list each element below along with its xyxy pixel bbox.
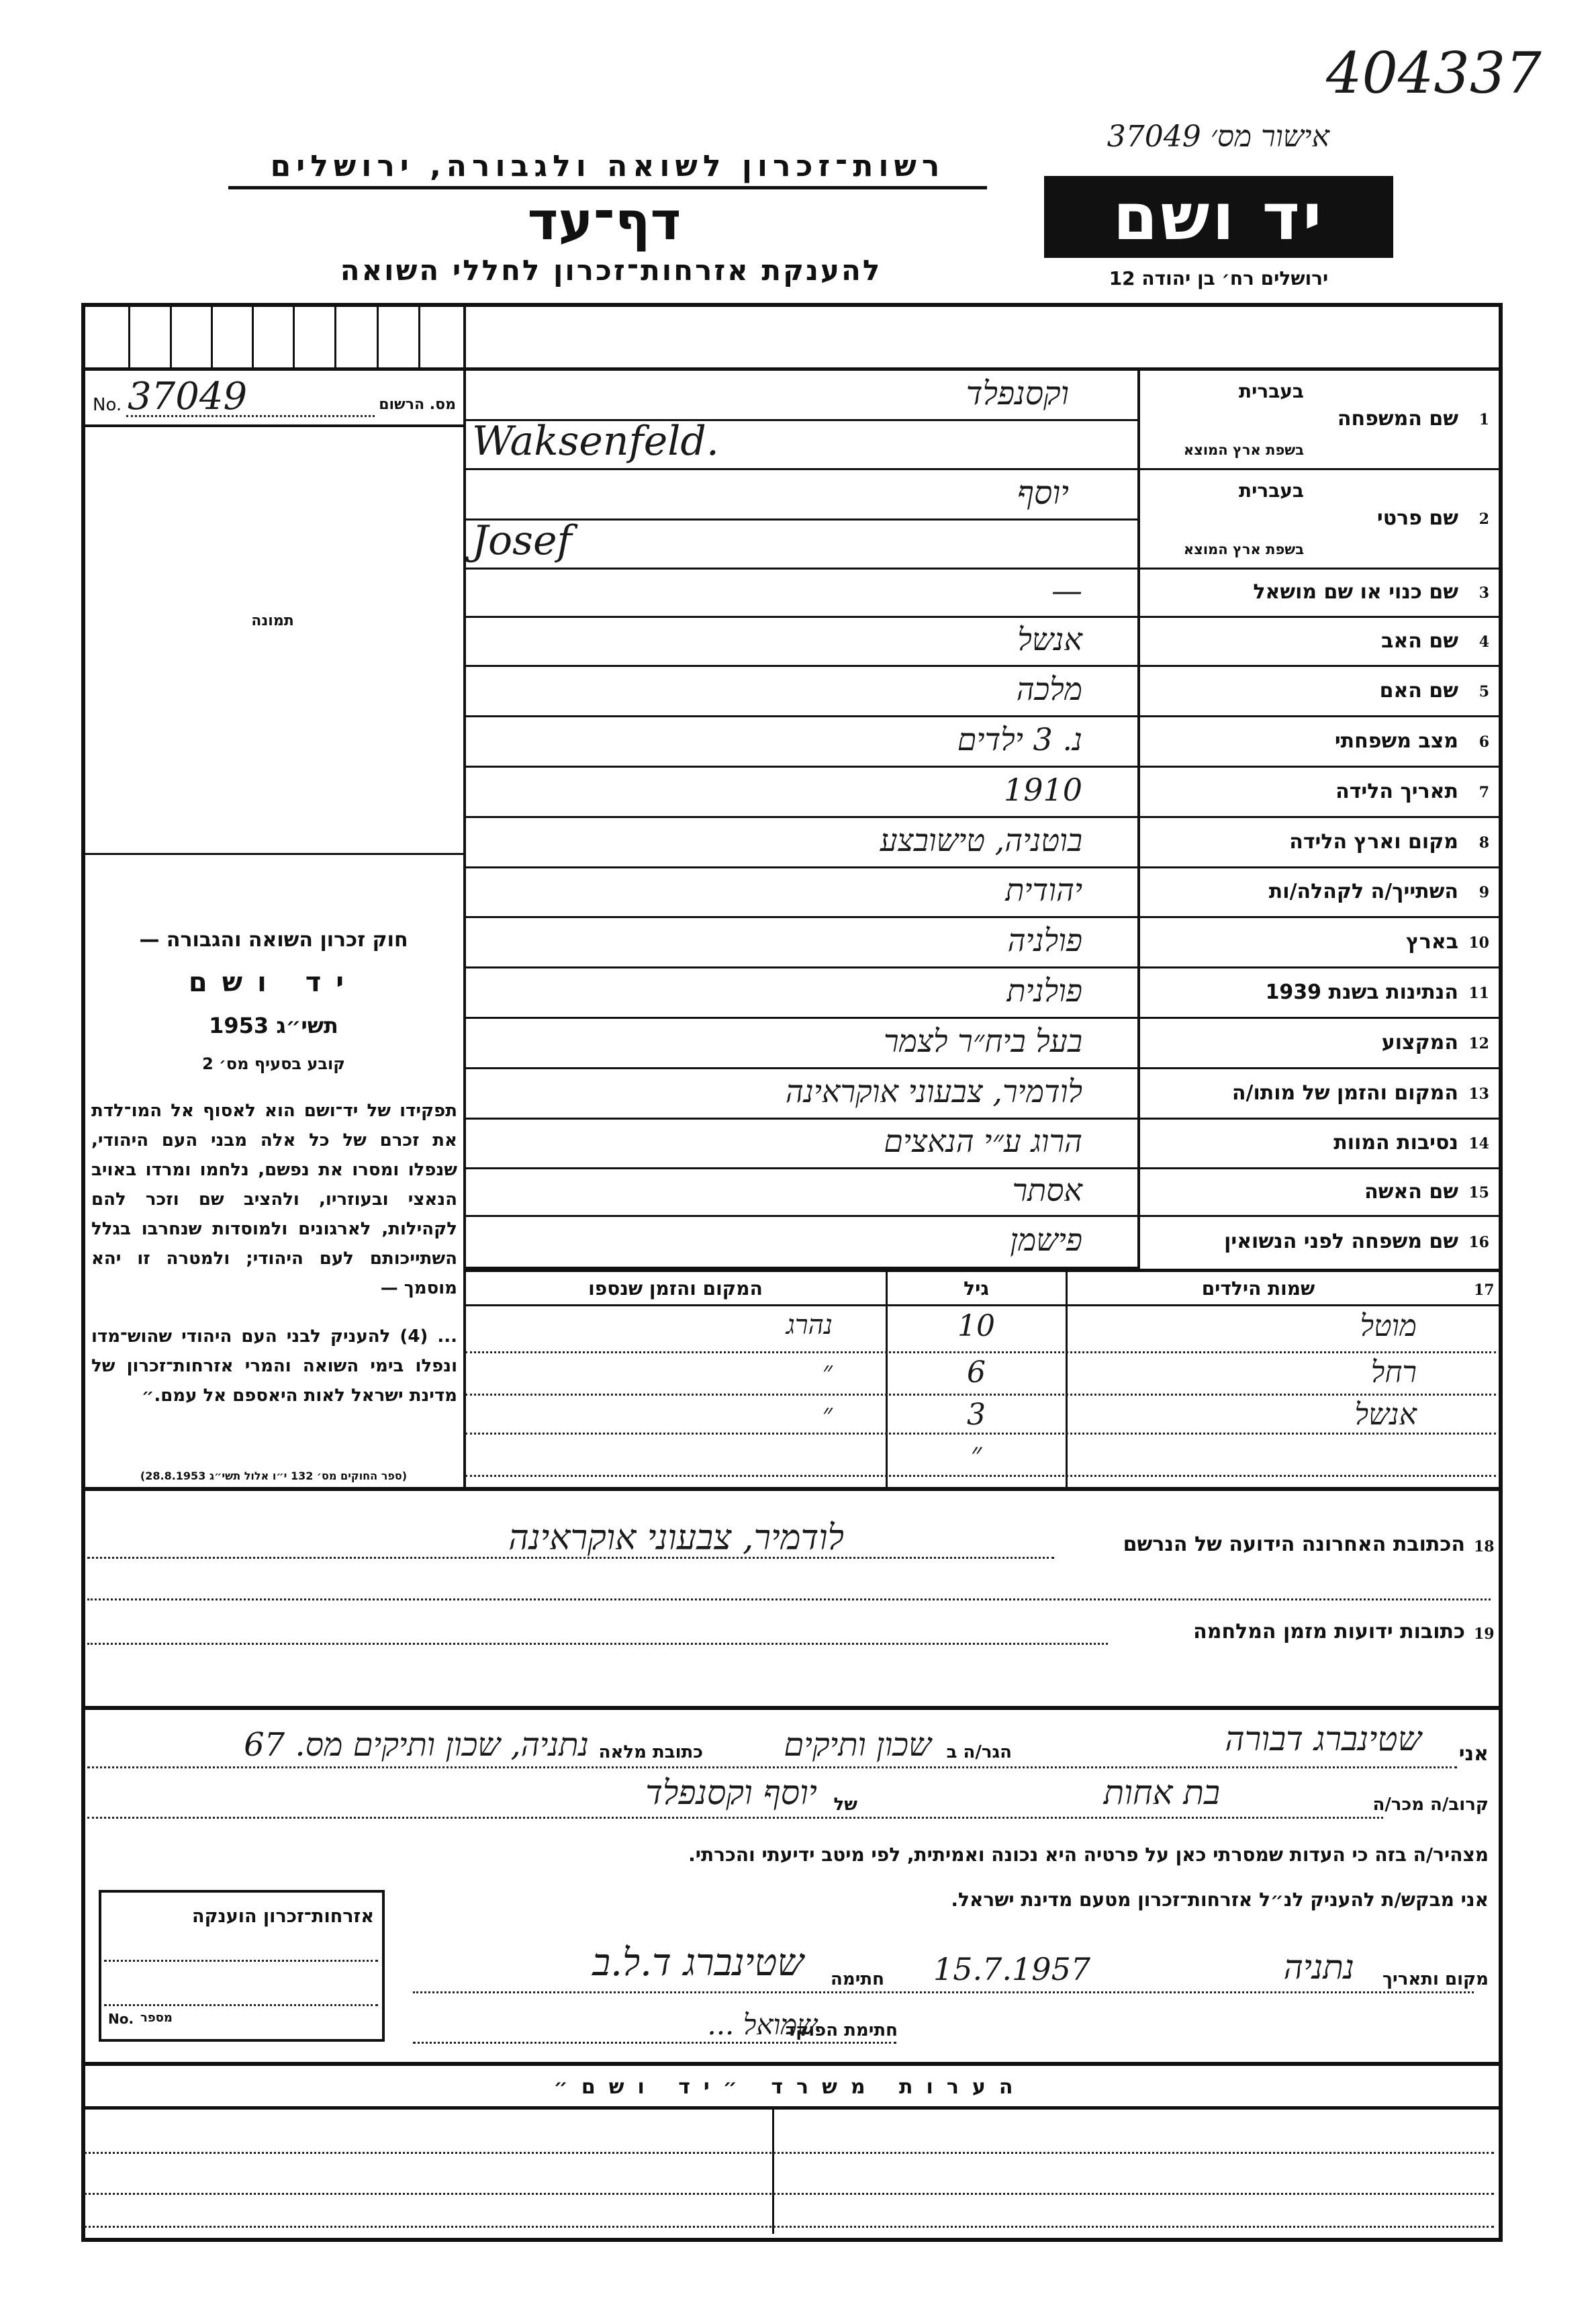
field-row-9 (465, 868, 1499, 918)
field-number: 6 (1478, 733, 1489, 751)
field-number: 16 (1468, 1233, 1489, 1251)
law-name: יד ושם (188, 967, 359, 998)
child-age: 3 (967, 1398, 986, 1432)
children-header-place: המקום והזמן שנספו (588, 1277, 763, 1300)
field-number: 12 (1468, 1034, 1489, 1052)
field-number: 13 (1468, 1085, 1489, 1103)
field-number: 14 (1468, 1135, 1489, 1152)
signature-label: חתימה (831, 1969, 884, 1989)
box-divider (211, 306, 213, 368)
registration-label: מס. הרשום (379, 396, 456, 413)
address: ירושלים רח׳ בן יהודה 12 (1109, 267, 1329, 289)
field-value: — (1051, 572, 1082, 608)
children-header-age: גיל (964, 1277, 989, 1300)
statement-request: אני מבקש/ת להעניק לנ״ל אזרחות־זכרון מטעם מדינת ישראל. (951, 1889, 1489, 1911)
field-label: השתייך/ה לקהלה/ות (1268, 880, 1458, 903)
field-row-11 (465, 968, 1499, 1019)
archive-number: 404337 (1326, 40, 1542, 106)
sub-label-hebrew: בעברית (1238, 380, 1304, 402)
no-label: No. (93, 395, 122, 415)
field-value-foreign: Waksenfeld. (472, 418, 719, 465)
place-value: נתניה (1283, 1948, 1354, 1987)
field-number: 2 (1478, 510, 1489, 528)
field-label: תאריך הלידה (1335, 779, 1458, 803)
field-label: שם האשה (1364, 1179, 1458, 1204)
field-number: 5 (1478, 682, 1489, 700)
field-18-value: לודמיר, צבעוני אוקראינה (508, 1518, 844, 1558)
field-value: בוטניה, טישובצע (880, 821, 1082, 858)
law-year: תשי״ג 1953 (209, 1013, 338, 1038)
sub-label-foreign: בשפת ארץ המוצא (1183, 541, 1304, 557)
field-label: שם פרטי (1376, 506, 1458, 530)
field-value-hebrew: יוסף (1017, 474, 1069, 512)
full-address-value: נתניה, שכון ותיקים מס. 67 (244, 1726, 589, 1764)
yad-vashem-logo (1044, 176, 1393, 258)
field-19-number: 19 (1474, 1625, 1495, 1643)
field-row-8 (465, 818, 1499, 868)
field-row-2 (465, 470, 1499, 570)
organization-name: רשות־זכרון לשואה ולגבורה, ירושלים (228, 149, 987, 189)
field-number: 4 (1478, 633, 1489, 651)
sub-label-foreign: בשפת ארץ המוצא (1183, 442, 1304, 458)
field-17-number: 17 (1474, 1281, 1495, 1299)
field-label: נסיבות המוות (1333, 1131, 1458, 1155)
field-label: מקום וארץ הלידה (1289, 829, 1458, 854)
field-label: המקום והזמן של מותו/ה (1231, 1081, 1458, 1105)
field-row-10 (465, 918, 1499, 968)
box-no-label: No. (108, 2011, 134, 2027)
field-row-12 (465, 1019, 1499, 1069)
remarks-title: הערות משרד ״יד ושם״ (553, 2075, 1027, 2099)
field-label: מצב משפחתי (1334, 729, 1458, 753)
reference-number: אישור מס׳ 37049 (1107, 120, 1329, 154)
officer-signature-label: חתימת הפוקד (785, 2020, 898, 2040)
field-row-3 (465, 570, 1499, 618)
law-title: חוק זכרון השואה והגבורה — (139, 928, 408, 952)
field-row-1 (465, 371, 1499, 470)
field-value: 1910 (1003, 771, 1082, 808)
box-divider (293, 306, 295, 368)
place-date-label: מקום ותאריך (1382, 1969, 1489, 1989)
field-row-4 (465, 618, 1499, 667)
relation-label: קרוב/ה מכר/ה (1372, 1795, 1489, 1815)
date-value: 15.7.1957 (933, 1951, 1091, 1987)
photo-label: תמונה (251, 613, 294, 629)
registration-number-row (87, 375, 460, 418)
child-name: מוטל (1360, 1309, 1417, 1343)
child-name: רחל (1370, 1355, 1417, 1390)
field-18-number: 18 (1474, 1538, 1495, 1555)
child-place: נהרג (786, 1310, 833, 1341)
field-label: שם משפחה לפני הנשואין (1224, 1229, 1458, 1253)
form-subtitle: להענקת אזרחות־זכרון לחללי השואה (340, 254, 882, 287)
field-label: הנתינות בשנת 1939 (1265, 980, 1458, 1004)
field-value: נ. 3 ילדים (957, 721, 1082, 758)
law-clause: קובע בסעיף מס׳ 2 (202, 1054, 345, 1073)
child-place: ״ (822, 1398, 833, 1429)
law-paragraph-2: ... (4) להעניק לבני העם היהודי שהוש־מדו ונפלו בימי השואה והמרי אזרחות־זכרון של מדינת ישראל לאות היאספם אל עמם.״ (91, 1326, 457, 1406)
box-divider (128, 306, 130, 368)
officer-signature: שמואל ... (707, 2008, 817, 2041)
law-footnote: (ספר החוקים מס׳ 132 י״ו אלול תשי״ג 28.8.1953) (140, 1470, 408, 1482)
relation-value: בת אחות (1103, 1773, 1220, 1812)
field-value: פולניה (1007, 921, 1082, 958)
field-number: 11 (1468, 984, 1489, 1002)
field-label: בארץ (1405, 930, 1458, 954)
box-divider (334, 306, 336, 368)
child-age: 6 (967, 1355, 986, 1390)
field-value: פולנית (1006, 972, 1082, 1009)
of-label: של (833, 1795, 857, 1815)
field-number: 15 (1468, 1183, 1489, 1202)
field-value: אנשל (1017, 621, 1082, 658)
declarant-i-label: אני (1458, 1742, 1489, 1766)
field-row-13 (465, 1069, 1499, 1120)
field-row-16 (465, 1217, 1499, 1269)
field-label: שם האב (1381, 629, 1458, 653)
field-label: שם האם (1379, 678, 1458, 703)
statement-truth: מצהיר/ה בזה כי העדות שמסרתי כאן על פרטיה היא נכונה ואמיתית, לפי מיטב ידיעתי והכרתי. (688, 1844, 1489, 1866)
box-divider (252, 306, 254, 368)
field-value-foreign: Josef (472, 517, 572, 564)
children-header-names: שמות הילדים (1201, 1277, 1315, 1300)
field-number: 3 (1478, 584, 1489, 602)
field-value: בעל ביח״ר לצמר (884, 1022, 1082, 1059)
full-address-label: כתובת מלאה (598, 1742, 703, 1762)
field-label: שם המשפחה (1337, 407, 1458, 431)
field-number: 7 (1478, 783, 1489, 801)
box-divider (170, 306, 172, 368)
child-place: ״ (822, 1356, 833, 1387)
field-label: המקצוע (1381, 1030, 1458, 1054)
box-divider (377, 306, 379, 368)
field-value: לודמיר, צבעוני אוקראינה (785, 1073, 1082, 1110)
registration-number: 37049 (128, 375, 248, 418)
child-age: 10 (957, 1309, 995, 1343)
logo-text: יד ושם (1113, 179, 1325, 255)
box-number-label: מספר (140, 2011, 173, 2025)
field-label: שם כנוי או שם מושאל (1253, 580, 1458, 604)
residing-value: שכון ותיקים (784, 1726, 931, 1764)
child-name: אנשל (1354, 1398, 1417, 1432)
field-row-14 (465, 1120, 1499, 1169)
field-value: הרוג ע״י הנאצים (884, 1123, 1082, 1159)
field-row-7 (465, 768, 1499, 818)
field-number: 10 (1468, 934, 1489, 952)
sub-label-hebrew: בעברית (1238, 480, 1304, 502)
field-value: יהודית (1005, 872, 1082, 908)
box-divider (418, 306, 420, 368)
field-value: אסתר (1012, 1171, 1082, 1208)
field-value: מלכה (1016, 670, 1082, 707)
field-18-label: הכתובת האחרונה הידועה של הנרשם (1123, 1533, 1465, 1556)
field-19-label: כתובות ידועות מזמן המלחמה (1193, 1620, 1465, 1643)
declarant-signature: שטינברג ד.ל.ב (592, 1941, 804, 1985)
field-value: פישמן (1010, 1221, 1082, 1258)
child-age: ״ (970, 1437, 982, 1471)
law-paragraph-1: תפקידו של יד־ושם הוא לאסוף אל המו־לדת את זכרם של כל אלה מבני העם היהודי, שנפלו ומסרו את נפשם, נלחמו ומרדו באויב הנאצי ובעוזריו, ולהציב שם וזכר להם לקהילות, לארגונים ולמוסדות שנחרבו בגלל השתייכותם לעם היהודי; ולמטרה זו יהא מוסמך — (91, 1101, 457, 1298)
field-row-15 (465, 1169, 1499, 1217)
declarant-name: שטינברג דבורה (1225, 1719, 1421, 1758)
residing-label: הגר/ה ב (946, 1742, 1012, 1762)
field-number: 1 (1478, 411, 1489, 428)
citizenship-granted-box (99, 1890, 385, 2042)
box-title: אזרחות־זכרון הוענקה (192, 1906, 374, 1927)
of-name: יוסף וקסנפלד (645, 1773, 817, 1812)
field-row-6 (465, 717, 1499, 768)
field-value-hebrew: וקסנפלד (966, 375, 1069, 412)
field-row-5 (465, 667, 1499, 717)
field-number: 9 (1478, 884, 1489, 901)
field-number: 8 (1478, 833, 1489, 852)
form-title: דף־עד (527, 191, 682, 252)
